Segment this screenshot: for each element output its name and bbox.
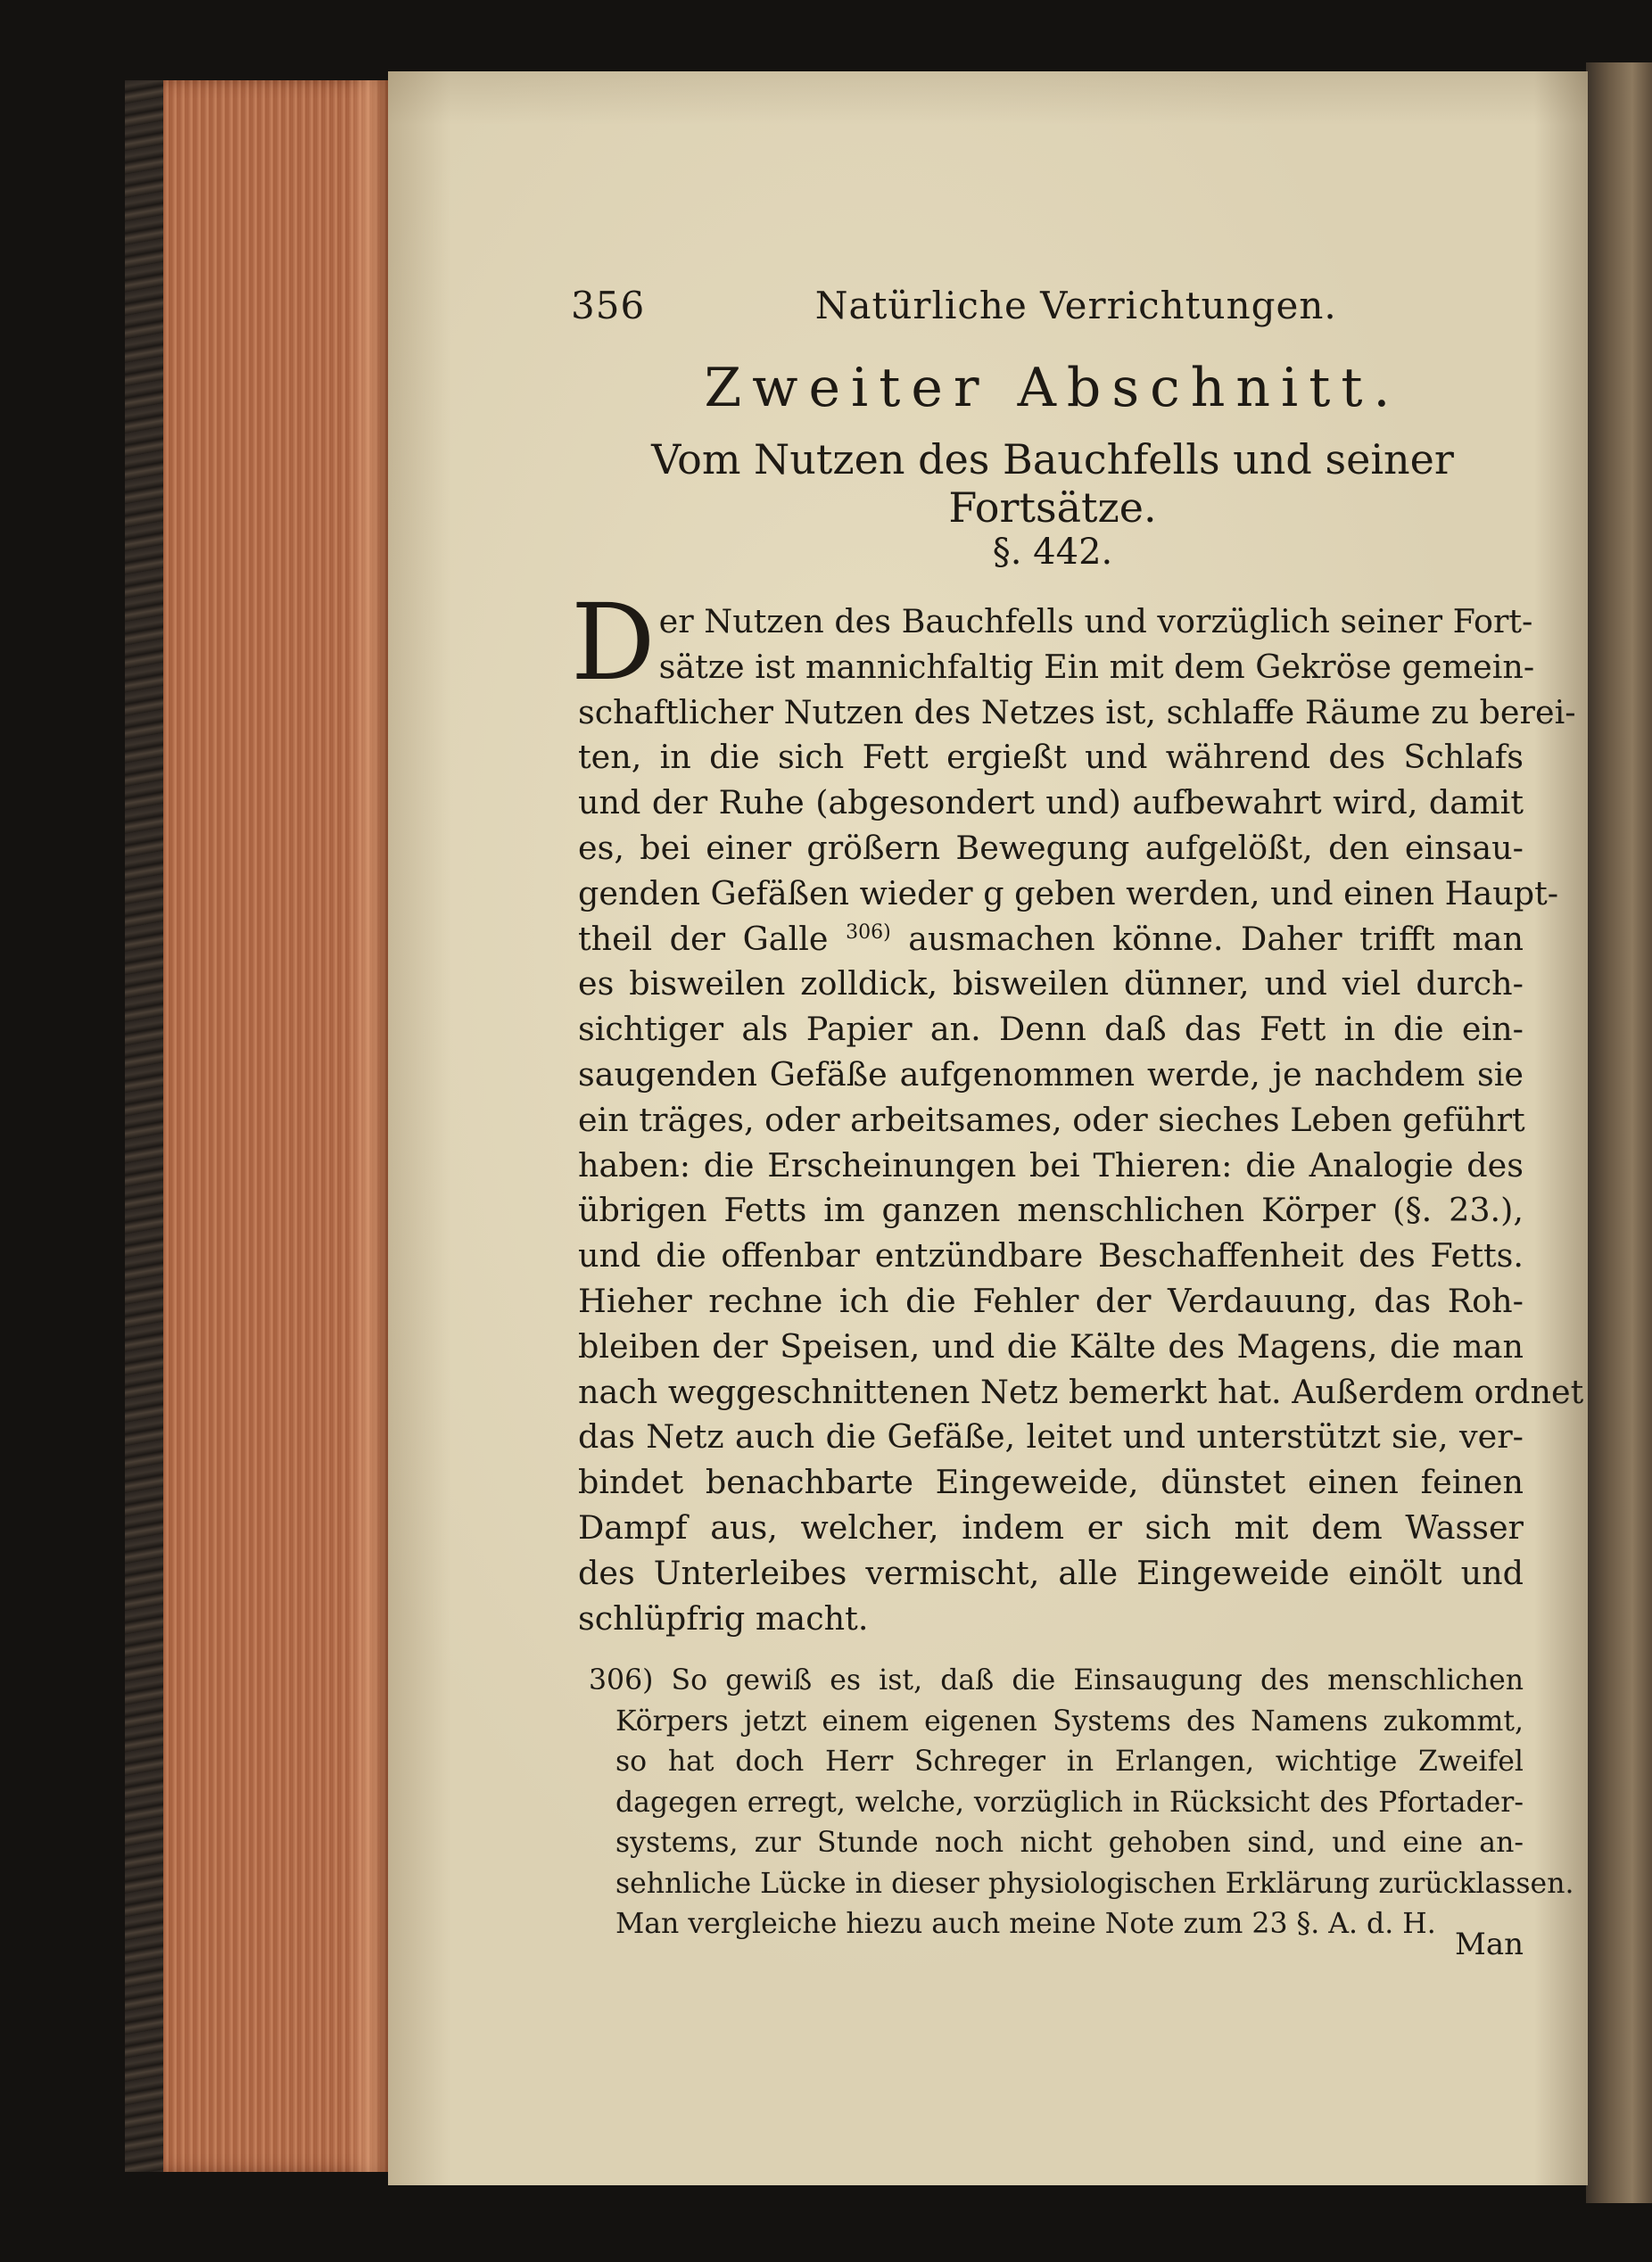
body-line: ten, in die sich Fett ergießt und während des Schlafs — [578, 738, 1524, 777]
body-line: saugenden Gefäße aufgenommen werde, je nachdem sie — [578, 1054, 1524, 1094]
page-number: 356 — [571, 284, 646, 327]
body-line: es, bei einer größern Bewegung aufgelößt, den einsau- — [578, 828, 1524, 867]
page-header — [571, 284, 1534, 327]
footnote-ref: 306) — [846, 920, 891, 944]
body-line: sichtiger als Papier an. Denn daß das Fett in die ein- — [578, 1010, 1524, 1049]
body-line: schaftlicher Nutzen des Netzes ist, schlaffe Räume zu berei- — [578, 692, 1576, 731]
body-line: und die offenbar entzündbare Beschaffenheit des Fetts. — [578, 1236, 1524, 1275]
body-line: nach weggeschnittenen Netz bemerkt hat. Außerdem ordnet — [578, 1372, 1584, 1411]
footnote-line: systems, zur Stunde noch nicht gehoben sind, und eine an- — [615, 1827, 1524, 1859]
footnote-line: so hat doch Herr Schreger in Erlangen, wichtige Zweifel — [615, 1746, 1524, 1778]
body-line: Dampf aus, welcher, indem er sich mit dem Wasser — [578, 1507, 1524, 1547]
body-line: übrigen Fetts im ganzen menschlichen Körper (§. 23.), — [578, 1191, 1524, 1230]
body-line-segment: theil der Galle — [578, 919, 829, 958]
footnote-line: sehnliche Lücke in dieser physiologischen Erklärung zurücklassen. — [615, 1867, 1574, 1900]
catchword: Man — [1455, 1927, 1524, 1962]
running-head: Natürliche Verrichtungen. — [814, 284, 1337, 327]
body-line: genden Gefäßen wieder g geben werden, und einen Haupt- — [578, 873, 1559, 912]
footnote-line: Körpers jetzt einem eigenen Systems des Namens zukommt, — [615, 1705, 1524, 1738]
body-line: des Unterleibes vermischt, alle Eingeweide einölt und — [578, 1553, 1524, 1592]
body-line: schlüpfrig macht. — [578, 1598, 869, 1638]
footnote-line: dagegen erregt, welche, vorzüglich in Rücksicht des Pfortader- — [615, 1786, 1524, 1819]
paragraph-mark: §. 442. — [992, 532, 1113, 573]
body-line: ein träges, oder arbeitsames, oder sieches Leben geführt — [578, 1100, 1525, 1139]
page-edges-highlight — [348, 80, 391, 2172]
gutter — [1586, 62, 1652, 2203]
footnote-line: Man vergleiche hiezu auch meine Note zum 23 §. A. d. H. — [615, 1908, 1436, 1940]
section-subtitle: Vom Nutzen des Bauchfells und seiner Fortsätze. — [651, 435, 1454, 532]
body-line: es bisweilen zolldick, bisweilen dünner, und viel durch- — [578, 964, 1524, 1003]
body-line: sätze ist mannichfaltig Ein mit dem Gekröse gemein- — [658, 647, 1535, 686]
body-line: das Netz auch die Gefäße, leitet und unterstützt sie, ver- — [578, 1417, 1524, 1457]
body-line — [578, 917, 1524, 962]
section-title: Zweiter Abschnitt. — [704, 357, 1401, 419]
body-line: bleiben der Speisen, und die Kälte des Magens, die man — [578, 1326, 1524, 1366]
footnote-line: 306) So gewiß es ist, daß die Einsaugung des menschlichen — [589, 1664, 1524, 1696]
body-line: Hieher rechne ich die Fehler der Verdauung, das Roh- — [578, 1281, 1524, 1320]
body-line-segment: ausmachen könne. Daher trifft man — [890, 919, 1524, 958]
body-text — [571, 581, 1584, 1641]
footnote — [589, 1661, 1574, 1945]
body-line: er Nutzen des Bauchfells und vorzüglich seiner Fort- — [658, 602, 1533, 640]
body-line: haben: die Erscheinungen bei Thieren: die Analogie des — [578, 1145, 1524, 1185]
body-line: und der Ruhe (abgesondert und) aufbewahrt wird, damit — [578, 783, 1524, 822]
body-line: bindet benachbarte Eingeweide, dünstet einen feinen — [578, 1463, 1524, 1502]
drop-cap: D — [571, 581, 656, 704]
